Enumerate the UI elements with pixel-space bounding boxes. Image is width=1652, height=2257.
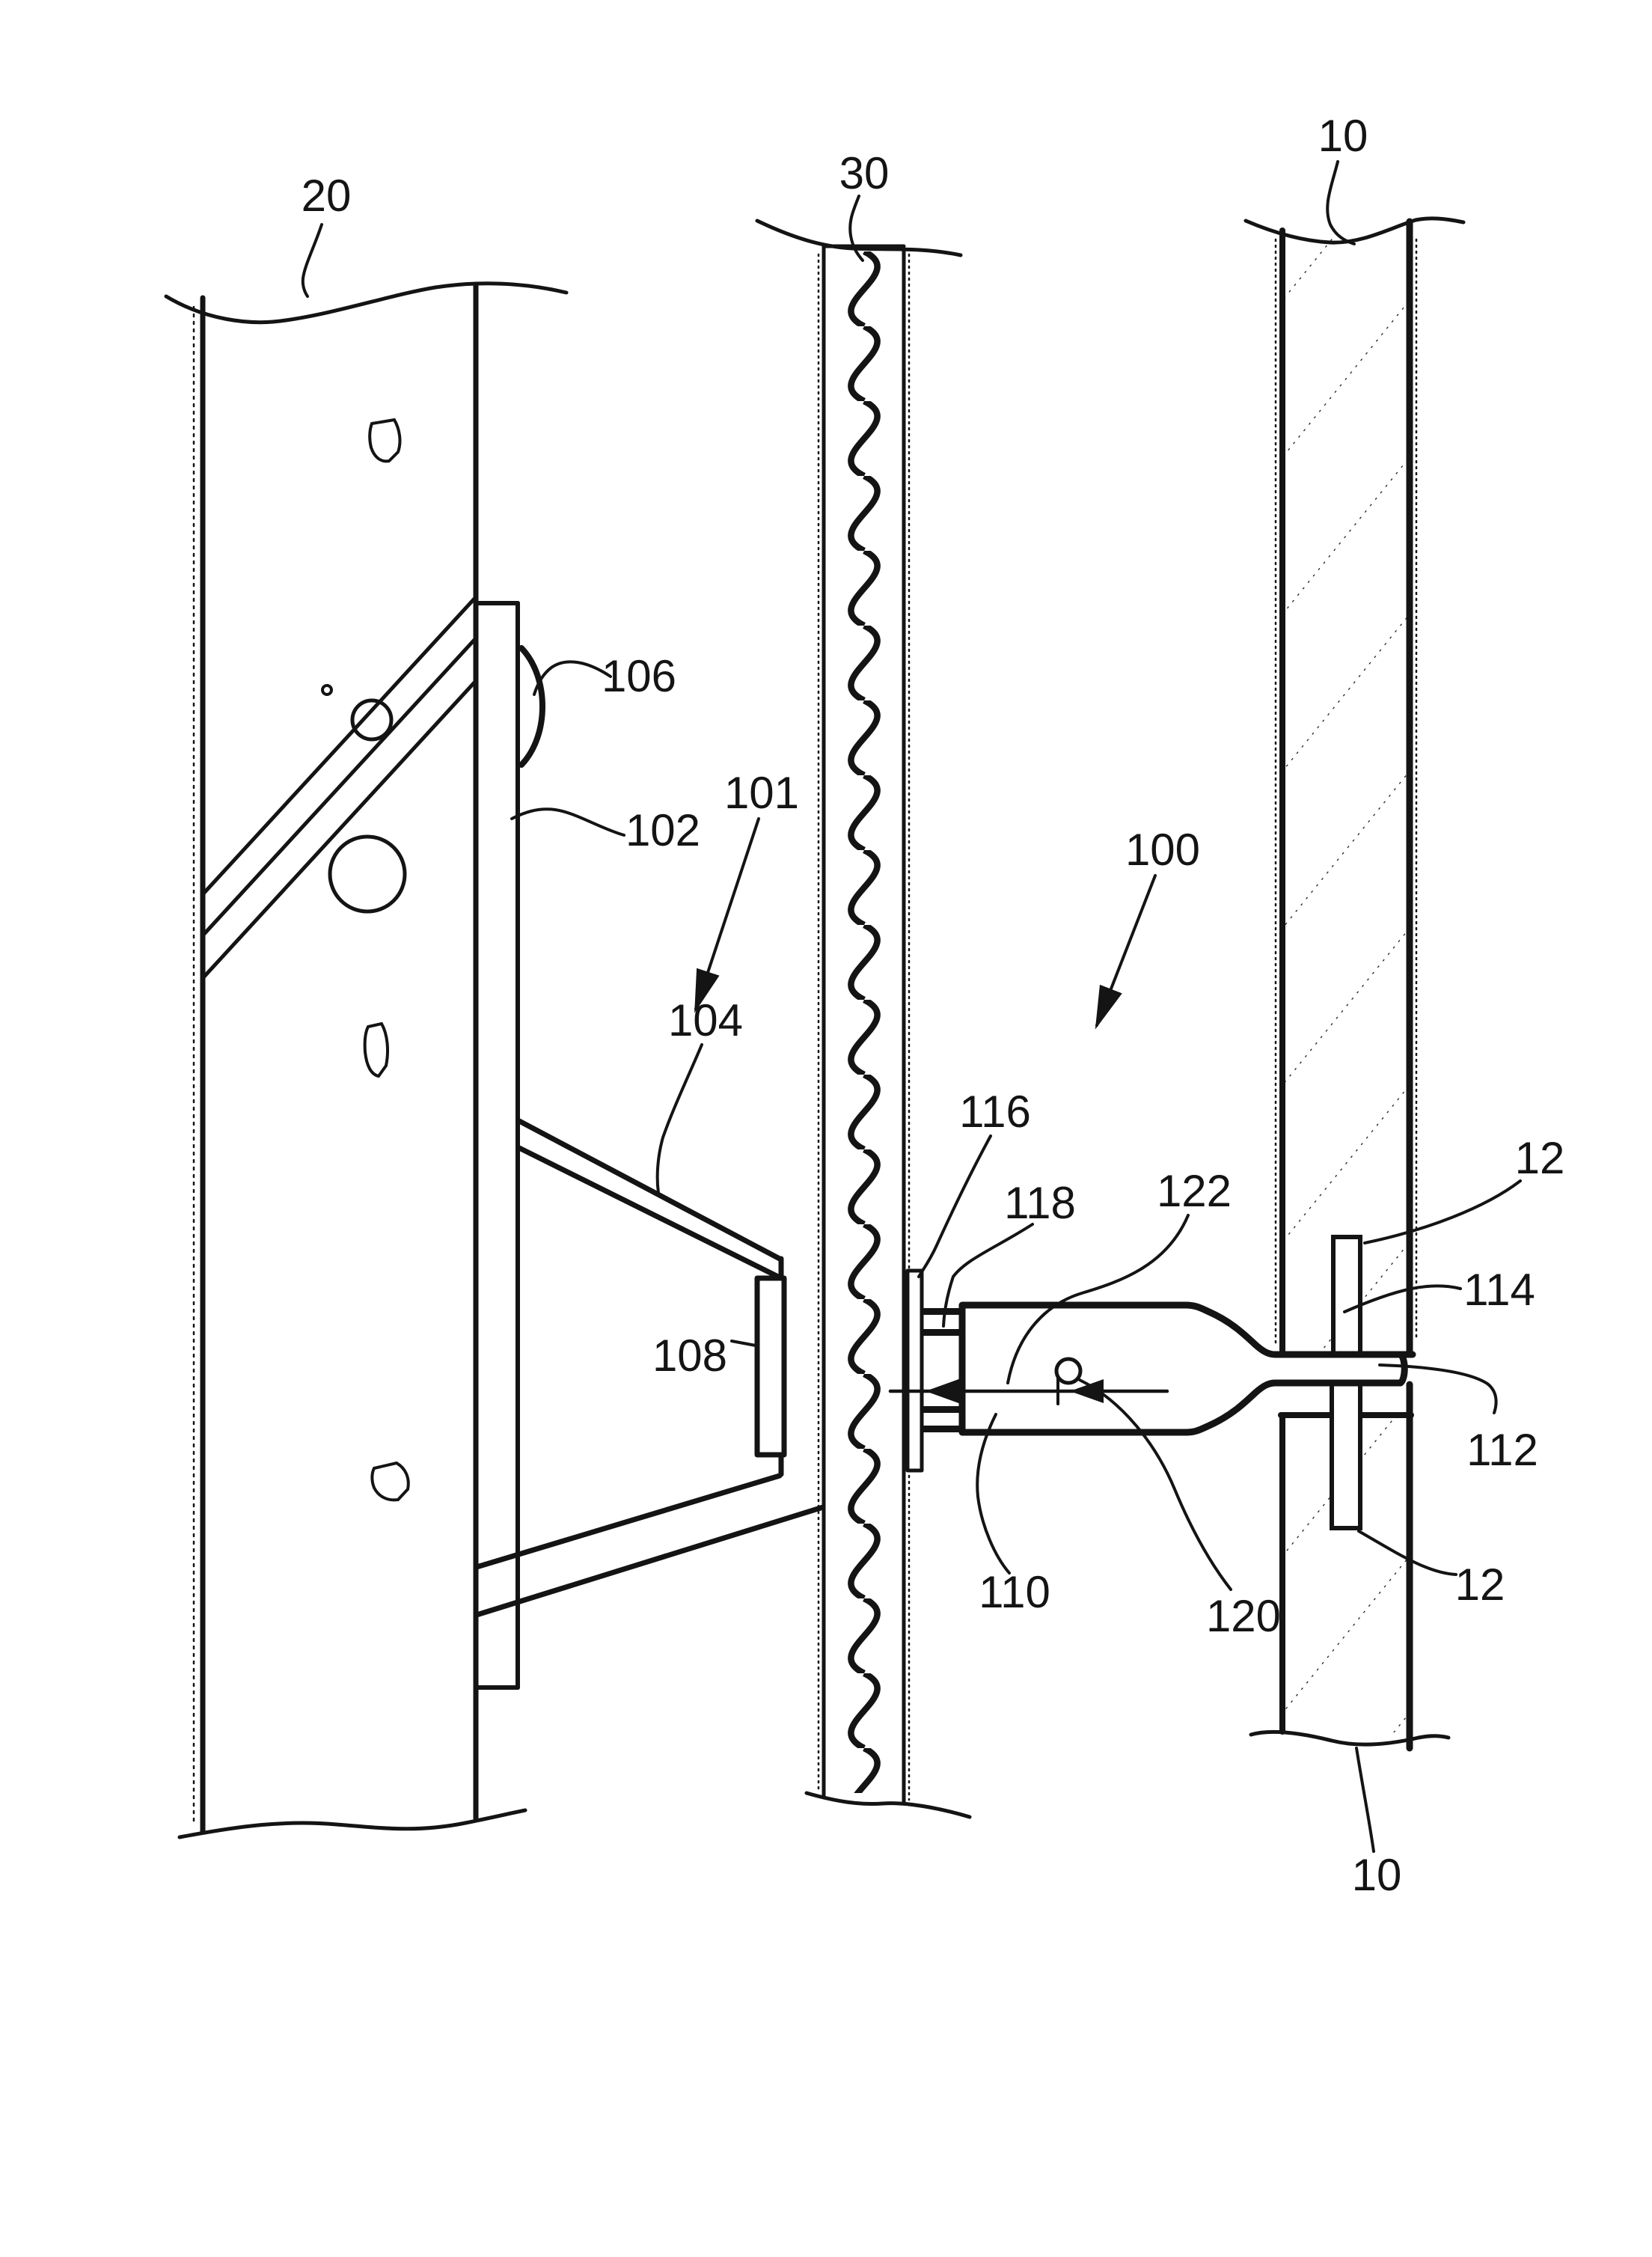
thread-bars-118 <box>922 1308 962 1432</box>
anchor-plate-116 <box>908 1271 922 1470</box>
arrowhead-left-icon <box>926 1378 961 1404</box>
wall20-top-break-line <box>166 284 566 323</box>
label-plate-116: 116 <box>959 1087 1031 1137</box>
label-plate-114: 114 <box>1463 1265 1535 1315</box>
leader-108 <box>732 1341 756 1346</box>
diagonal-strip-line-2 <box>204 640 474 935</box>
label-point-120: 120 <box>1205 1591 1282 1641</box>
leader-106 <box>534 662 611 694</box>
aggregate-pebble <box>372 1463 408 1500</box>
leader-30 <box>850 196 863 260</box>
insulation-top-break-line <box>757 221 961 255</box>
insulation-bottom-break-line <box>807 1793 970 1817</box>
wall10-upper-hatch <box>1284 233 1408 1352</box>
diagonal-strip-line-3 <box>204 682 474 977</box>
leader-110 <box>977 1414 1009 1573</box>
label-sleeve-122: 122 <box>1156 1166 1232 1216</box>
label-plate-102: 102 <box>625 805 701 855</box>
pointer-arrow-100 <box>1097 876 1155 1025</box>
aggregate-circle-large <box>330 837 405 911</box>
pad-108 <box>757 1278 784 1455</box>
wall10-bottom-break-line <box>1251 1732 1448 1744</box>
label-web-104: 104 <box>667 995 744 1045</box>
label-body-110: 110 <box>979 1567 1050 1617</box>
bracket-101 <box>477 603 823 1688</box>
label-pad-108: 108 <box>652 1331 728 1381</box>
label-wall-10-top: 10 <box>1318 111 1368 161</box>
spring-bump-106 <box>521 648 542 765</box>
label-insulation-30: 30 <box>839 148 890 198</box>
label-wall-10-bottom: 10 <box>1351 1850 1402 1900</box>
aggregate-circle-small <box>352 700 391 739</box>
reference-circle-120 <box>1056 1359 1080 1383</box>
label-plate-12-bottom: 12 <box>1454 1560 1505 1610</box>
label-wall-20: 20 <box>301 171 352 221</box>
leader-10-top <box>1327 162 1354 244</box>
label-plate-12-top: 12 <box>1514 1133 1565 1183</box>
label-spring-106: 106 <box>601 651 677 701</box>
anchor-plate-12-lower <box>1332 1383 1360 1528</box>
insulation-batting-pattern <box>823 251 904 1793</box>
aggregate-circle-tiny <box>322 685 331 694</box>
leader-20 <box>303 225 322 296</box>
leader-102 <box>512 809 624 835</box>
leader-104 <box>658 1045 702 1193</box>
insulation-layer-30 <box>757 221 970 1817</box>
aggregate-pebble <box>365 1024 388 1076</box>
anchor-plate-114 <box>1333 1237 1360 1354</box>
label-threads-118: 118 <box>1004 1178 1076 1228</box>
label-neck-112: 112 <box>1466 1425 1538 1475</box>
wall10-top-break-line <box>1246 219 1463 242</box>
pointer-arrow-101 <box>696 819 759 1009</box>
lower-web-inner <box>477 1507 823 1615</box>
label-anchor-100: 100 <box>1125 825 1201 875</box>
aggregate-pebble <box>370 420 400 461</box>
leader-10-bottom <box>1356 1748 1374 1851</box>
upper-web-outer <box>519 1121 780 1259</box>
label-bracket-101: 101 <box>723 768 800 818</box>
upper-web-inner <box>519 1148 781 1278</box>
lower-web-outer <box>477 1476 780 1567</box>
